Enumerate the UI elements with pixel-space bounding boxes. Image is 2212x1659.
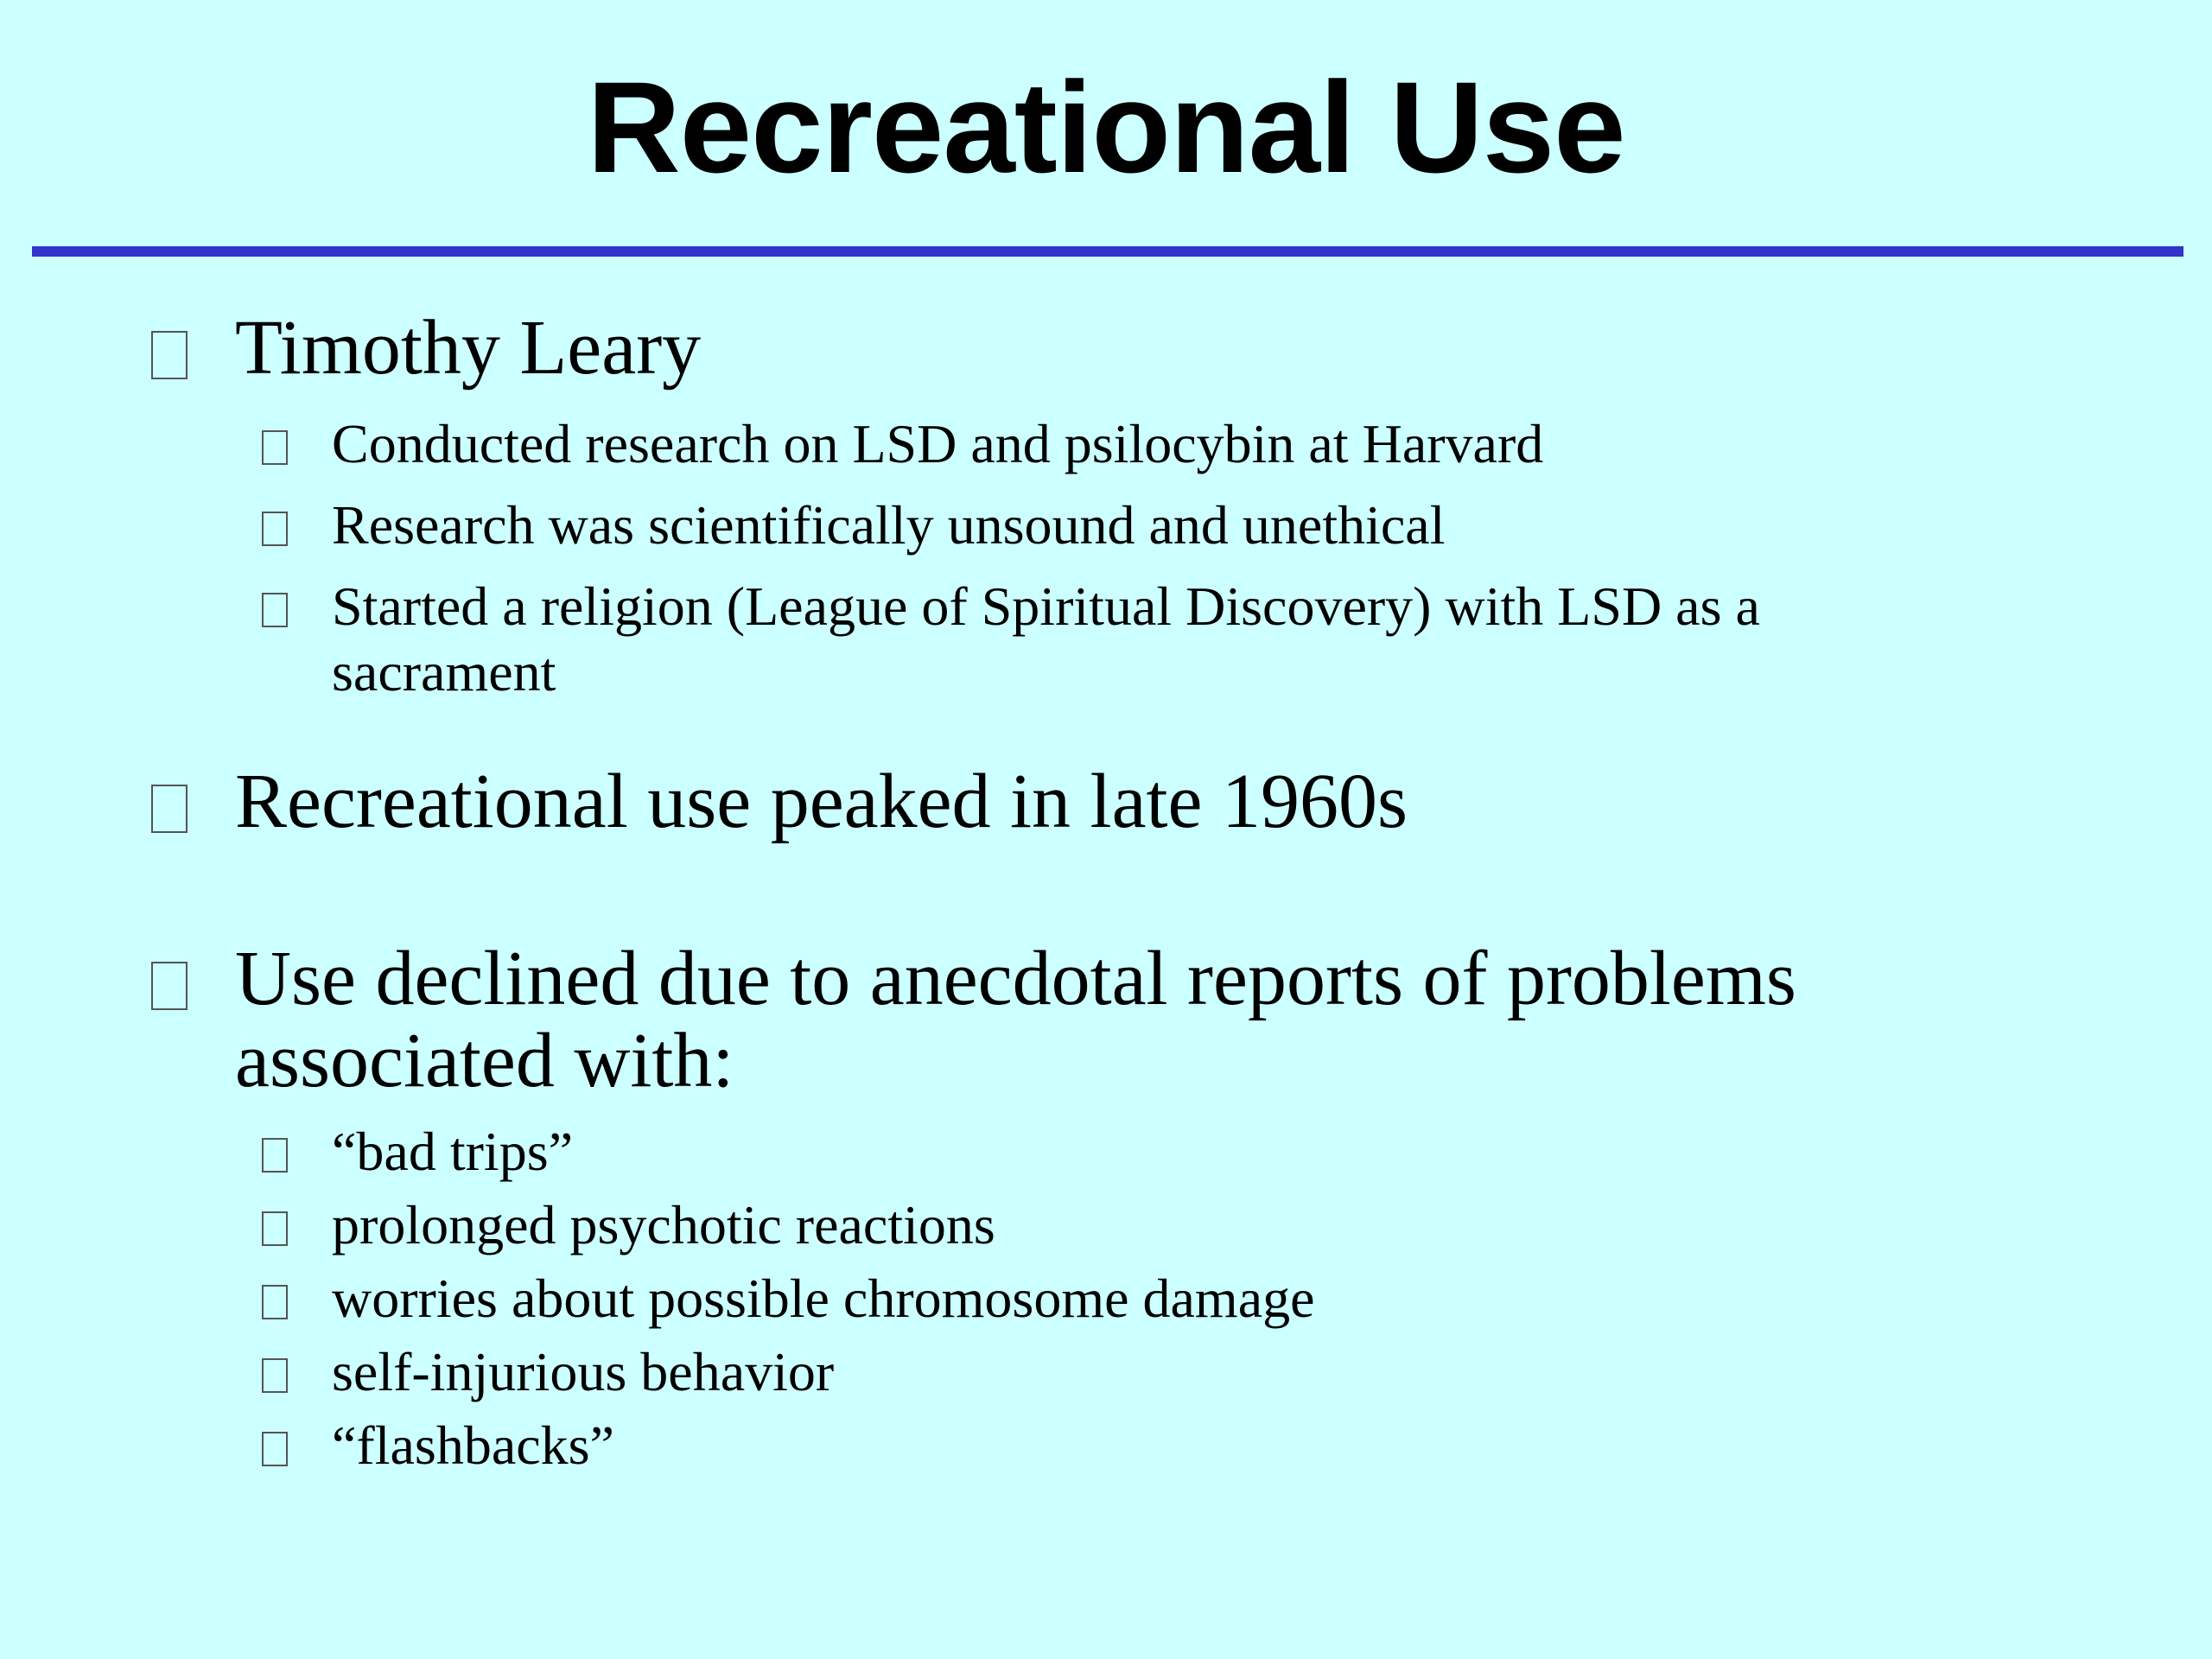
sub-bullet-self-injurious: [332, 1339, 834, 1405]
sub-bullet-research-unsound: [332, 493, 1445, 558]
sub-bullet-text: prolonged psychotic reactions: [332, 1194, 995, 1255]
sub-bullet-psychotic-reactions: [332, 1192, 995, 1258]
square-bullet-icon: [151, 962, 188, 1010]
bullet-text-line-1: Use declined due to anecdotal reports of problems: [235, 936, 1796, 1021]
square-bullet-icon: [262, 1211, 288, 1246]
sub-bullet-text: self-injurious behavior: [332, 1341, 835, 1402]
sub-bullet-text: Research was scientifically unsound and unethical: [332, 494, 1446, 556]
sub-bullet-chromosome-damage: [332, 1266, 1315, 1332]
square-bullet-icon: [262, 1358, 288, 1393]
sub-bullet-research-harvard: [332, 411, 1543, 477]
sub-bullet-text-line-2: sacrament: [332, 641, 556, 702]
square-bullet-icon: [151, 785, 188, 833]
sub-bullet-religion: [332, 574, 1760, 705]
slide-title: Recreational Use: [587, 54, 1625, 200]
square-bullet-icon: [262, 1138, 288, 1173]
square-bullet-icon: [262, 1432, 288, 1466]
square-bullet-icon: [151, 331, 188, 379]
bullet-use-declined: [235, 938, 1796, 1102]
title-divider: [32, 246, 2183, 257]
sub-bullet-text: Conducted research on LSD and psilocybin at Harvard: [332, 413, 1544, 474]
sub-bullet-text: worries about possible chromosome damage: [332, 1268, 1315, 1329]
bullet-recreational-peak: [235, 760, 1408, 842]
sub-bullet-bad-trips: [332, 1119, 573, 1185]
bullet-text: Timothy Leary: [235, 305, 702, 391]
sub-bullet-flashbacks: [332, 1413, 614, 1478]
bullet-timothy-leary: [235, 307, 701, 389]
square-bullet-icon: [262, 593, 288, 627]
bullet-text-line-2: associated with:: [235, 1018, 734, 1103]
sub-bullet-text: “bad trips”: [332, 1121, 573, 1182]
bullet-text: Recreational use peaked in late 1960s: [235, 759, 1408, 844]
square-bullet-icon: [262, 1285, 288, 1319]
sub-bullet-text-line-1: Started a religion (League of Spiritual Discovery) with LSD as a: [332, 575, 1760, 637]
square-bullet-icon: [262, 512, 288, 546]
square-bullet-icon: [262, 430, 288, 465]
sub-bullet-text: “flashbacks”: [332, 1414, 614, 1476]
